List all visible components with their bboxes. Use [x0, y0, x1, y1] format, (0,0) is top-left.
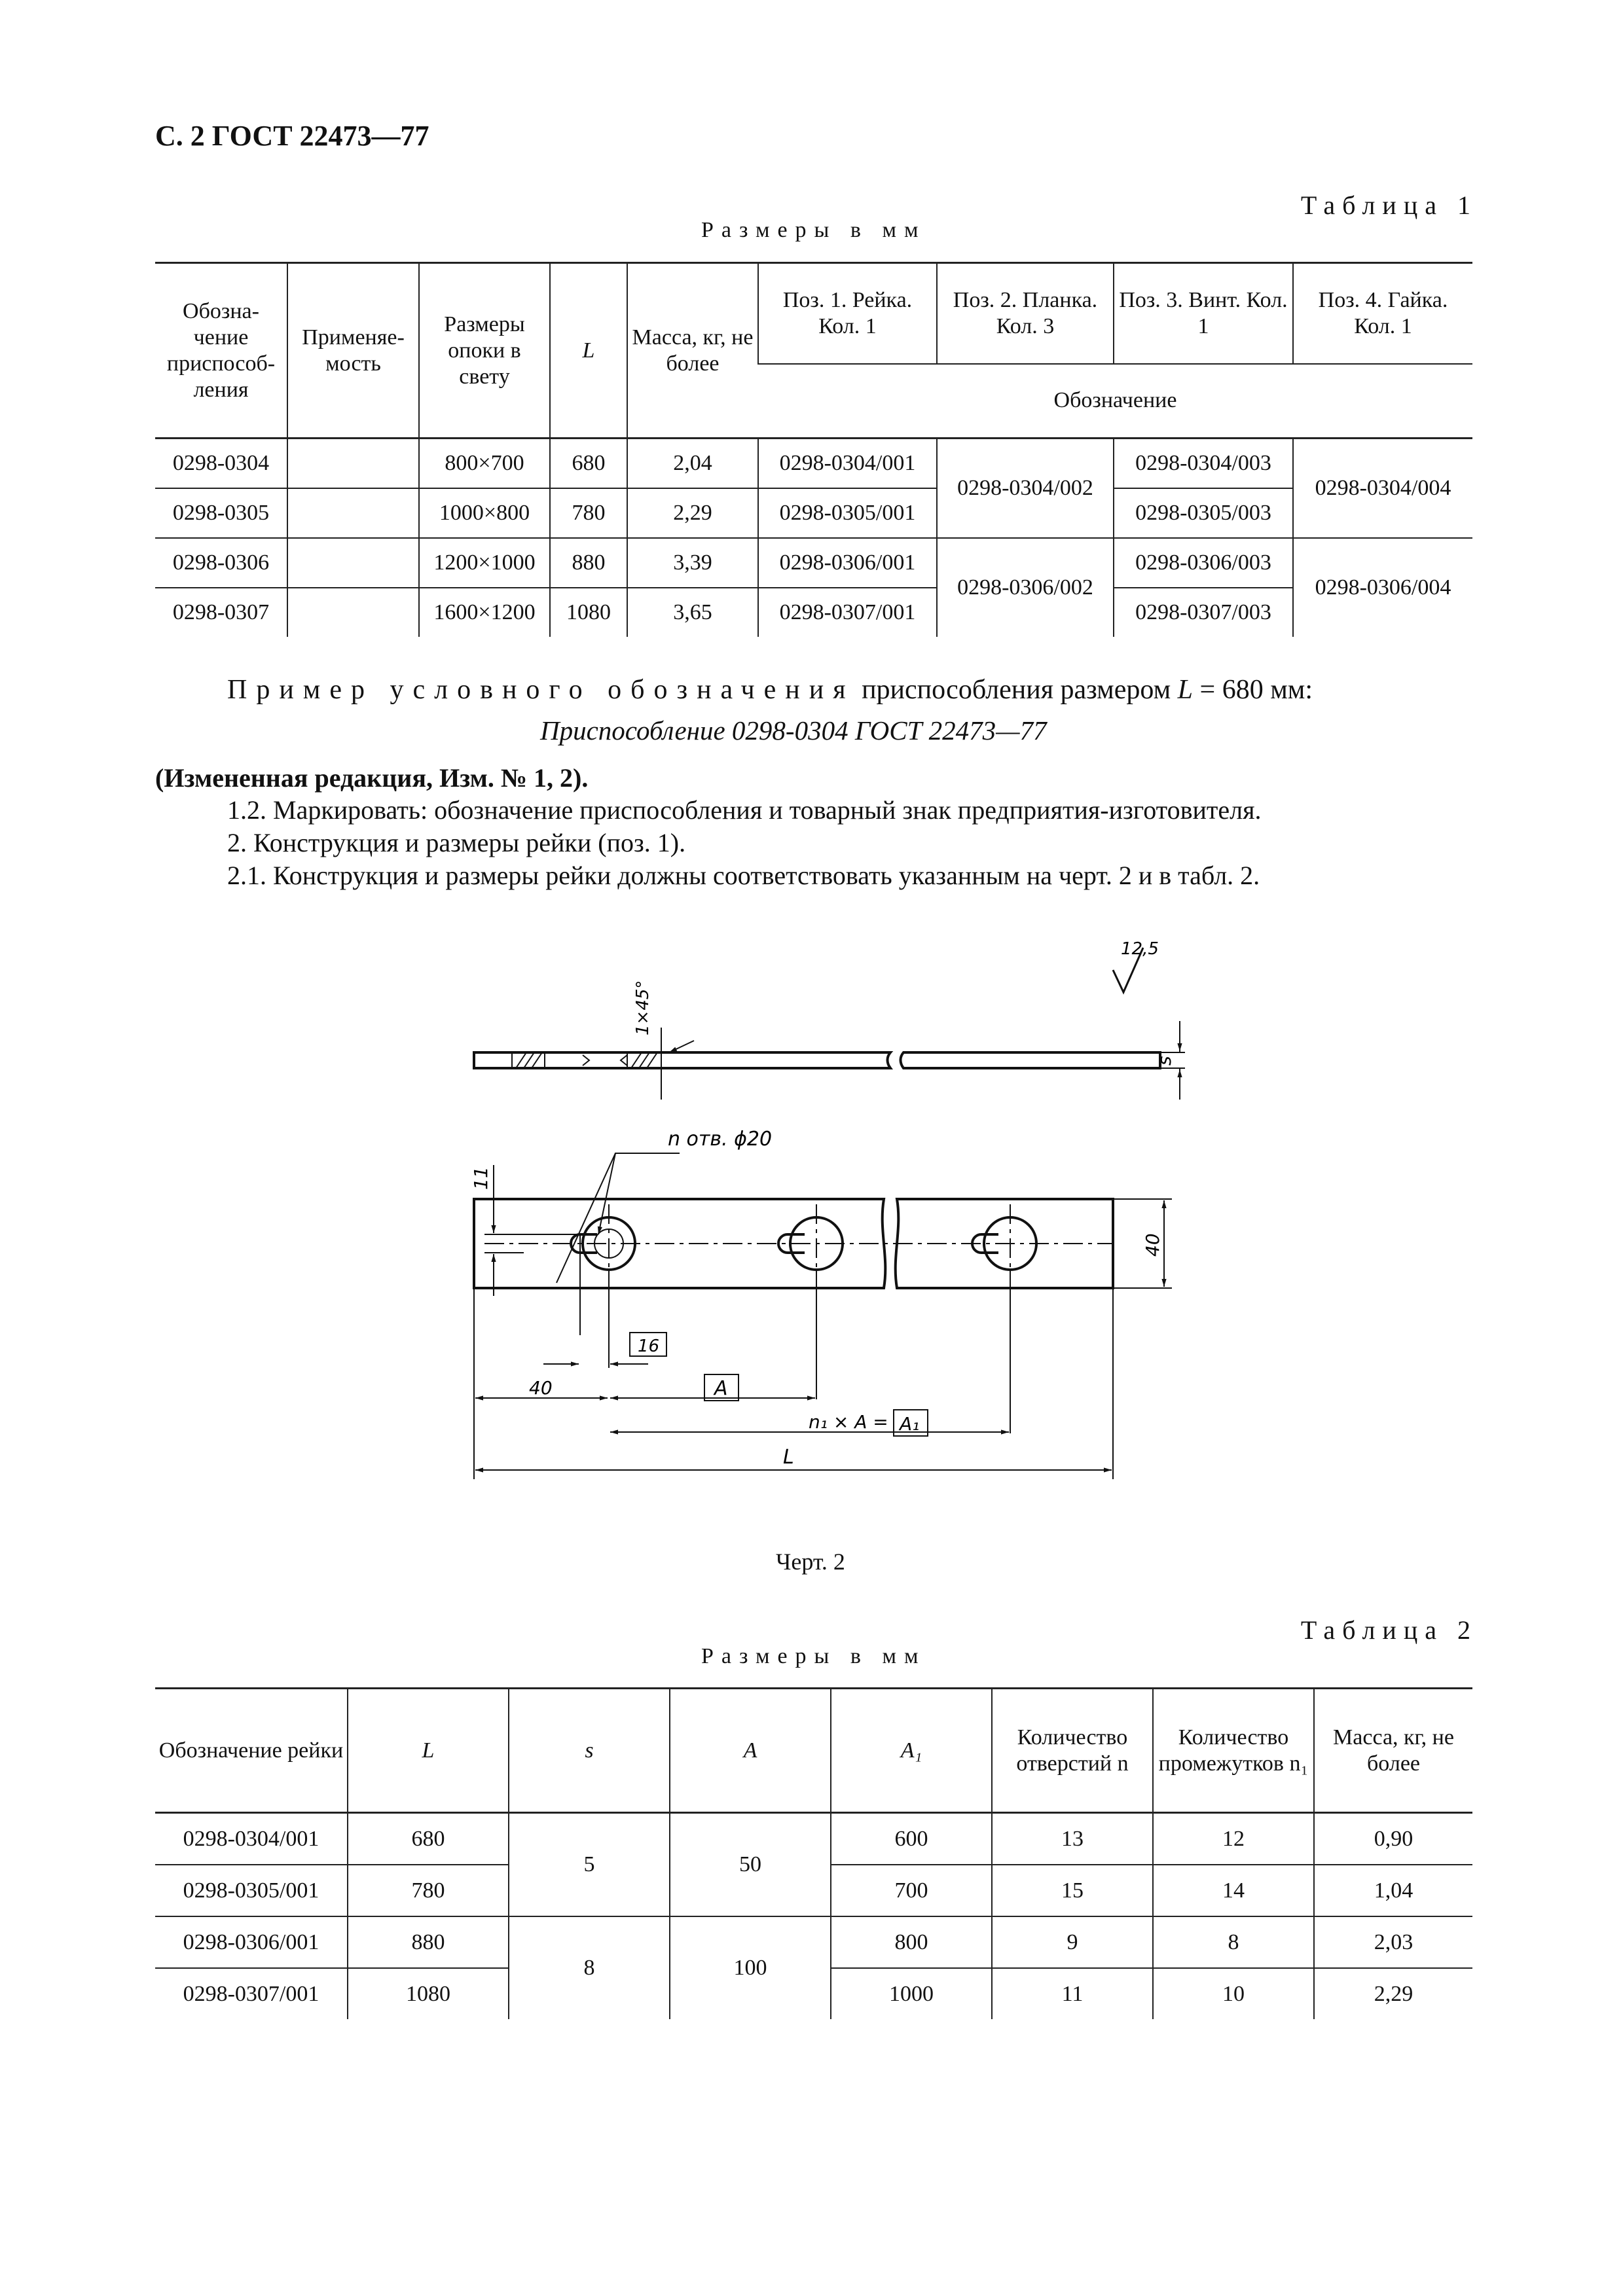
t1-cell-pos3: 0298-0304/003 — [1114, 439, 1293, 489]
dim-40-height: 40 — [1142, 1233, 1163, 1257]
drawing-caption: Черт. 2 — [776, 1549, 845, 1575]
dim-A: A — [714, 1377, 728, 1400]
example-spaced: Пример условного обозначения — [227, 675, 855, 705]
t2-header-n: Количество отверстий n — [992, 1689, 1153, 1813]
t2-cell-designation: 0298-0307/001 — [155, 1968, 348, 2019]
t1-cell-mass: 2,04 — [627, 439, 758, 489]
t2-header-A1: A₁ — [831, 1689, 992, 1813]
t1-cell-applicability — [287, 439, 419, 489]
t2-cell-n: 9 — [992, 1916, 1153, 1968]
t2-cell-mass: 2,29 — [1314, 1968, 1472, 2019]
side-view — [474, 1021, 1185, 1100]
example-value: = 680 мм: — [1199, 675, 1313, 705]
t1-cell-designation: 0298-0305 — [155, 488, 287, 538]
t1-cell-L: 880 — [550, 538, 627, 588]
t2-header-n1: Количество промежутков n₁ — [1153, 1689, 1314, 1813]
t1-header-applicability: Применяе-мость — [287, 263, 419, 439]
t2-cell-A: 50 — [670, 1813, 831, 1917]
table1 — [155, 262, 1472, 637]
example-L: L — [1177, 675, 1194, 705]
t2-cell-s: 8 — [509, 1916, 670, 2019]
dim-nA-prefix: n₁ × A = — [809, 1411, 888, 1433]
t1-cell-pos3: 0298-0305/003 — [1114, 488, 1293, 538]
t1-header-L: L — [550, 263, 627, 439]
t1-header-designation-sub: Обозначение — [758, 364, 1472, 439]
t1-cell-pos3: 0298-0306/003 — [1114, 538, 1293, 588]
roughness-value: 12,5 — [1121, 939, 1159, 959]
t2-cell-A1: 700 — [831, 1865, 992, 1916]
t1-cell-size: 800×700 — [419, 439, 550, 489]
t1-header-pos4: Поз. 4. Гайка. Кол. 1 — [1293, 263, 1472, 364]
t2-header-A: A — [670, 1689, 831, 1813]
table-row — [155, 439, 1472, 489]
t1-cell-pos1: 0298-0304/001 — [758, 439, 937, 489]
t2-cell-n: 13 — [992, 1813, 1153, 1865]
t1-cell-pos2: 0298-0306/002 — [937, 538, 1114, 637]
t2-cell-A: 100 — [670, 1916, 831, 2019]
t1-cell-size: 1000×800 — [419, 488, 550, 538]
dim-L: L — [783, 1446, 794, 1469]
table2-caption: Таблица 2 — [1300, 1615, 1478, 1645]
t2-cell-A1: 1000 — [831, 1968, 992, 2019]
table2 — [155, 1687, 1472, 2019]
table-row — [155, 538, 1472, 588]
t1-cell-size: 1200×1000 — [419, 538, 550, 588]
page-header: С. 2 ГОСТ 22473—77 — [155, 120, 429, 152]
t2-cell-mass: 0,90 — [1314, 1813, 1472, 1865]
table-row — [155, 488, 1472, 538]
dim-nA — [809, 1411, 888, 1433]
t2-cell-n1: 10 — [1153, 1968, 1314, 2019]
t1-cell-mass: 2,29 — [627, 488, 758, 538]
dim-11: 11 — [470, 1166, 492, 1190]
t1-cell-L: 680 — [550, 439, 627, 489]
t1-cell-pos2: 0298-0304/002 — [937, 439, 1114, 539]
t1-cell-pos1: 0298-0306/001 — [758, 538, 937, 588]
t1-cell-applicability — [287, 538, 419, 588]
t1-cell-pos4: 0298-0304/004 — [1293, 439, 1472, 539]
t2-cell-L: 780 — [348, 1865, 509, 1916]
t1-cell-applicability — [287, 588, 419, 637]
table2-units: Размеры в мм — [701, 1644, 926, 1668]
dim-A1: A₁ — [900, 1413, 920, 1435]
dim-40: 40 — [529, 1377, 553, 1399]
t1-cell-pos3: 0298-0307/003 — [1114, 588, 1293, 637]
t2-cell-designation: 0298-0305/001 — [155, 1865, 348, 1916]
t1-header-designation: Обозна-чение приспособ-ления — [155, 263, 287, 439]
t1-cell-size: 1600×1200 — [419, 588, 550, 637]
t1-header-pos1: Поз. 1. Рейка. Кол. 1 — [758, 263, 937, 364]
table-row — [155, 1916, 1472, 1968]
table1-caption: Таблица 1 — [1300, 190, 1478, 220]
t2-header-s: s — [509, 1689, 670, 1813]
holes-label: n отв. ϕ20 — [668, 1128, 773, 1151]
t2-header-mass: Масса, кг, не более — [1314, 1689, 1472, 1813]
t2-cell-A1: 800 — [831, 1916, 992, 1968]
t1-cell-designation: 0298-0307 — [155, 588, 287, 637]
t1-cell-mass: 3,39 — [627, 538, 758, 588]
example-rest: приспособления размером — [862, 675, 1171, 705]
t1-cell-mass: 3,65 — [627, 588, 758, 637]
amended-note: (Измененная редакция, Изм. № 1, 2). — [155, 763, 589, 793]
drawing-rail — [458, 916, 1205, 1532]
t1-header-pos2: Поз. 2. Планка. Кол. 3 — [937, 263, 1114, 364]
table-row — [155, 1813, 1472, 1865]
roughness-symbol — [1113, 939, 1159, 992]
t2-cell-n: 15 — [992, 1865, 1153, 1916]
t2-header-designation: Обозначение рейки — [155, 1689, 348, 1813]
dim-16: 16 — [638, 1336, 660, 1356]
example-line — [227, 673, 1313, 707]
paragraph-1-2: 1.2. Маркировать: обозначение приспособления и товарный знак предприятия-изготовителя. — [227, 795, 1262, 825]
t1-cell-pos1: 0298-0305/001 — [758, 488, 937, 538]
table-row — [155, 588, 1472, 637]
t1-cell-L: 780 — [550, 488, 627, 538]
t2-cell-designation: 0298-0304/001 — [183, 1826, 319, 1851]
t2-cell-mass: 2,03 — [1314, 1916, 1472, 1968]
chamfer-label: 1×45° — [633, 980, 653, 1035]
thickness-label: s — [1154, 1056, 1175, 1066]
example-designation: Приспособление 0298-0304 ГОСТ 22473—77 — [540, 715, 1047, 745]
t2-cell-designation: 0298-0306/001 — [155, 1916, 348, 1968]
paragraph-2: 2. Конструкция и размеры рейки (поз. 1). — [227, 828, 686, 857]
t2-cell-mass: 1,04 — [1314, 1865, 1472, 1916]
t1-cell-L: 1080 — [550, 588, 627, 637]
t1-header-flask-size: Размеры опоки в свету — [419, 263, 550, 439]
t2-cell-n: 11 — [992, 1968, 1153, 2019]
t2-cell-n1: 12 — [1153, 1813, 1314, 1865]
t1-cell-pos1: 0298-0307/001 — [758, 588, 937, 637]
paragraph-2-1: 2.1. Конструкция и размеры рейки должны соответствовать указанным на черт. 2 и в табл. 2. — [227, 861, 1260, 890]
t1-header-pos3: Поз. 3. Винт. Кол. 1 — [1114, 263, 1293, 364]
t1-header-mass: Масса, кг, не более — [627, 263, 758, 439]
t1-cell-pos4: 0298-0306/004 — [1293, 538, 1472, 637]
table1-units: Размеры в мм — [701, 218, 926, 242]
t2-cell-n1: 14 — [1153, 1865, 1314, 1916]
t1-cell-designation: 0298-0304 — [172, 451, 270, 475]
t1-cell-applicability — [287, 488, 419, 538]
t2-cell-n1: 8 — [1153, 1916, 1314, 1968]
t2-cell-L: 880 — [348, 1916, 509, 1968]
t1-cell-designation: 0298-0306 — [155, 538, 287, 588]
t2-cell-s: 5 — [509, 1813, 670, 1917]
t2-header-L: L — [348, 1689, 509, 1813]
t2-cell-L: 1080 — [348, 1968, 509, 2019]
t2-cell-A1: 600 — [831, 1813, 992, 1865]
t2-cell-L: 680 — [348, 1813, 509, 1865]
